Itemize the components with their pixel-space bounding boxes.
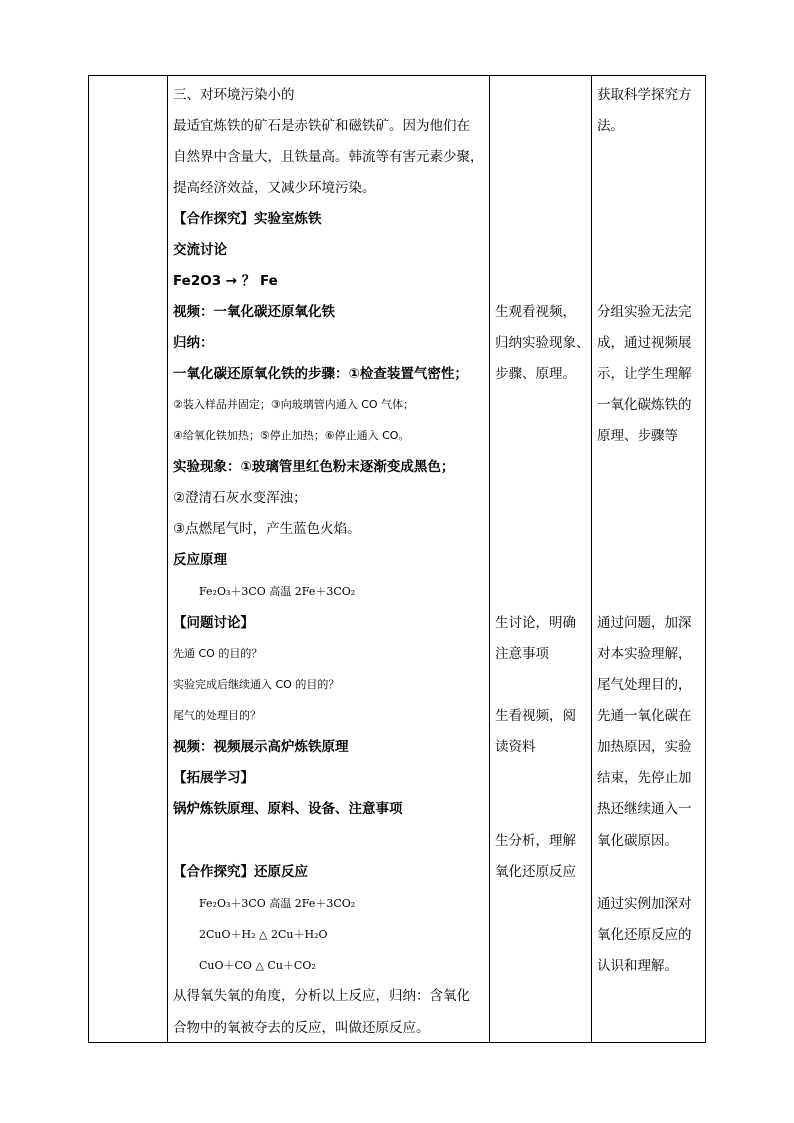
- design-intent-line: 认识和理解。: [597, 958, 678, 974]
- design-intent-line: 获取科学探究方: [597, 87, 692, 103]
- content-line: 视频：一氧化碳还原氧化铁: [173, 304, 335, 320]
- student-activity-line: 步骤、原理。: [495, 366, 576, 382]
- content-line: 从得氧失氧的角度，分析以上反应，归纳：含氧化: [173, 988, 470, 1004]
- content-line: 反应原理: [173, 552, 227, 568]
- content-line: 提高经济效益，又减少环境污染。: [173, 180, 376, 196]
- design-intent-line: 成，通过视频展: [597, 335, 692, 351]
- column-divider-1: [167, 76, 168, 1042]
- content-line: 2CuO＋H₂ △ 2Cu＋H₂O: [199, 928, 328, 941]
- content-line: 先通 CO 的目的？: [173, 647, 263, 660]
- student-activity-column: [495, 76, 591, 1042]
- design-intent-line: 先通一氧化碳在: [597, 708, 692, 724]
- content-line: 尾气的处理目的？: [173, 709, 261, 722]
- student-activity-line: 氧化还原反应: [495, 864, 576, 880]
- content-line: ④给氧化铁加热；⑤停止加热；⑥停止通入 CO。: [173, 429, 410, 442]
- design-intent-line: 示，让学生理解: [597, 366, 692, 382]
- content-line: ③点燃尾气时，产生蓝色火焰。: [173, 521, 361, 537]
- design-intent-line: 通过实例加深对: [597, 896, 692, 912]
- student-activity-line: 读资料: [495, 739, 536, 755]
- content-line: ②装入样品并固定；③向玻璃管内通入 CO 气体；: [173, 398, 415, 411]
- content-line: 三、对环境污染小的: [173, 87, 295, 103]
- student-activity-line: 生观看视频，: [495, 304, 576, 320]
- design-intent-line: 通过问题，加深: [597, 615, 692, 631]
- content-line: 自然界中含量大，且铁量高。韩流等有害元素少聚，: [173, 149, 484, 165]
- content-line: 最适宜炼铁的矿石是赤铁矿和磁铁矿。因为他们在: [173, 118, 470, 134]
- content-line: 归纳：: [173, 335, 214, 351]
- content-line: ②澄清石灰水变浑浊；: [173, 490, 307, 506]
- content-line: 实验完成后继续通入 CO 的目的？: [173, 678, 340, 691]
- design-intent-line: 结束，先停止加: [597, 770, 692, 786]
- student-activity-line: 归纳实验现象、: [495, 335, 590, 351]
- content-line: Fe2O3 → ？ Fe: [173, 273, 278, 289]
- content-line: CuO＋CO △ Cu＋CO₂: [199, 959, 316, 972]
- design-intent-line: 法。: [597, 118, 624, 134]
- content-line: 【问题讨论】: [173, 615, 254, 631]
- content-line: 【合作探究】还原反应: [173, 864, 308, 880]
- column-divider-3: [591, 76, 592, 1042]
- content-line: 合物中的氧被夺去的反应，叫做还原反应。: [173, 1020, 430, 1036]
- content-line: Fe₂O₃＋3CO 高温 2Fe＋3CO₂: [199, 585, 356, 598]
- design-intent-line: 分组实验无法完: [597, 304, 692, 320]
- design-intent-line: 尾气处理目的，: [597, 677, 692, 693]
- lesson-table: [88, 75, 706, 1043]
- design-intent-line: 热还继续通入一: [597, 801, 692, 817]
- design-intent-column: [597, 76, 705, 1042]
- design-intent-line: 氧化还原反应的: [597, 927, 692, 943]
- student-activity-line: 生讨论，明确: [495, 615, 576, 631]
- content-line: 交流讨论: [173, 242, 227, 258]
- column-divider-2: [489, 76, 490, 1042]
- design-intent-line: 对本实验理解，: [597, 646, 692, 662]
- content-line: 【合作探究】实验室炼铁: [173, 211, 322, 227]
- content-line: 【拓展学习】: [173, 770, 254, 786]
- student-activity-line: 生分析，理解: [495, 833, 576, 849]
- design-intent-line: 原理、步骤等: [597, 428, 678, 444]
- content-line: 视频：视频展示高炉炼铁原理: [173, 739, 349, 755]
- student-activity-line: 生看视频，阅: [495, 708, 576, 724]
- content-line: 实验现象：①玻璃管里红色粉末逐渐变成黑色；: [173, 459, 455, 475]
- teaching-content-column: [173, 76, 489, 1042]
- content-line: Fe₂O₃＋3CO 高温 2Fe＋3CO₂: [199, 897, 356, 910]
- empty-first-column: [89, 76, 167, 1042]
- design-intent-line: 加热原因，实验: [597, 739, 692, 755]
- student-activity-line: 注意事项: [495, 646, 549, 662]
- content-line: 一氧化碳还原氧化铁的步骤：①检查装置气密性；: [173, 366, 468, 382]
- design-intent-line: 一氧化碳炼铁的: [597, 397, 692, 413]
- design-intent-line: 氧化碳原因。: [597, 833, 678, 849]
- content-line: 锅炉炼铁原理、原料、设备、注意事项: [173, 801, 403, 817]
